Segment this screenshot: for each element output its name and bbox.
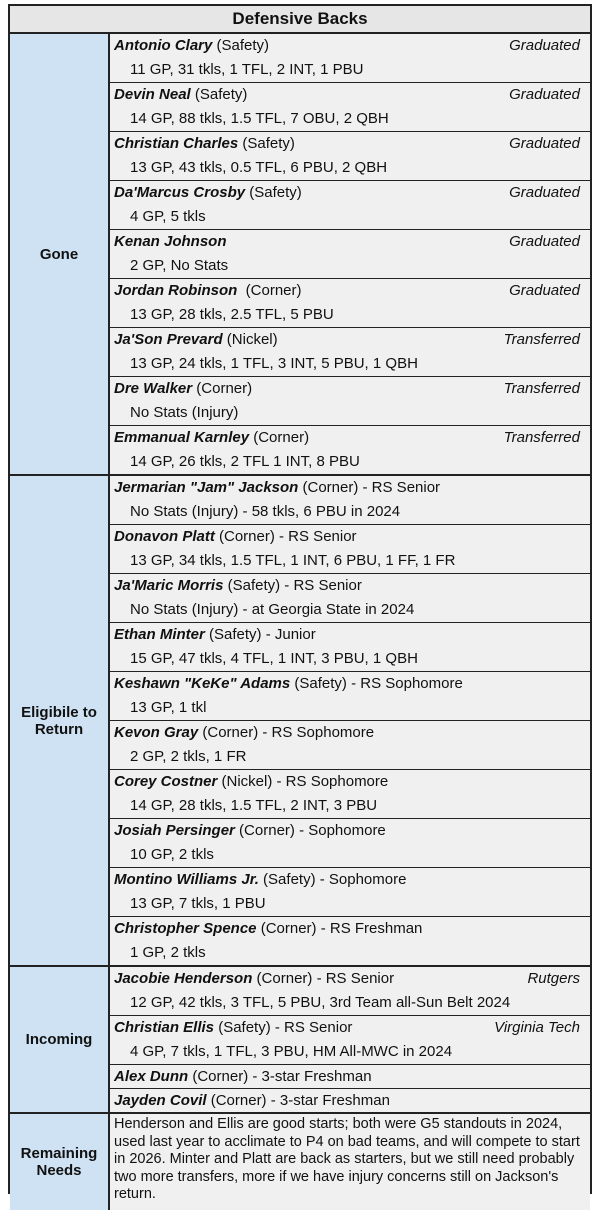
player-status: Graduated bbox=[509, 282, 580, 299]
player-name: Devin Neal bbox=[114, 86, 191, 103]
player-entry bbox=[110, 279, 590, 328]
player-name: Emmanual Karnley bbox=[114, 429, 250, 446]
player-position: (Corner) - RS Senior bbox=[214, 528, 357, 545]
player-status: Transferred bbox=[503, 429, 580, 446]
player-entry bbox=[110, 1089, 590, 1112]
remaining-needs-text: Henderson and Ellis are good starts; both were G5 standouts in 2024, used last year to acclimate to P4 on bad teams, and will compete to start in 2026. Minter and Platt are back as starters, but we still need probably two more transfers, more if we have injury concerns still on Jackson's return. bbox=[110, 1114, 590, 1210]
player-name: Christopher Spence bbox=[114, 920, 257, 937]
player-name: Donavon Platt bbox=[114, 528, 215, 545]
player-name: Kevon Gray bbox=[114, 724, 199, 741]
player-position: (Safety) - RS Sophomore bbox=[290, 675, 463, 692]
player-status: Graduated bbox=[509, 86, 580, 103]
player-name: Montino Williams Jr. bbox=[114, 871, 259, 888]
player-stats: 11 GP, 31 tkls, 1 TFL, 2 INT, 1 PBU bbox=[130, 61, 364, 78]
player-name: Ja'Son Prevard bbox=[114, 331, 223, 348]
player-status: Rutgers bbox=[527, 970, 580, 987]
player-position: (Safety) bbox=[190, 86, 248, 103]
player-entry bbox=[110, 967, 590, 1016]
player-stats: 13 GP, 24 tkls, 1 TFL, 3 INT, 5 PBU, 1 QBH bbox=[130, 355, 418, 372]
player-entry bbox=[110, 1065, 590, 1089]
player-name: Ja'Maric Morris bbox=[114, 577, 224, 594]
player-stats: 12 GP, 42 tkls, 3 TFL, 5 PBU, 3rd Team all-Sun Belt 2024 bbox=[130, 994, 511, 1011]
player-name: Antonio Clary bbox=[114, 37, 213, 54]
player-stats: 4 GP, 7 tkls, 1 TFL, 3 PBU, HM All-MWC in 2024 bbox=[130, 1043, 453, 1060]
player-status: Virginia Tech bbox=[494, 1019, 580, 1036]
player-entry bbox=[110, 83, 590, 132]
player-position: (Safety) - Sophomore bbox=[258, 871, 407, 888]
player-name: Jayden Covil bbox=[114, 1092, 207, 1109]
player-entry bbox=[110, 230, 590, 279]
player-stats: 13 GP, 28 tkls, 2.5 TFL, 5 PBU bbox=[130, 306, 334, 323]
player-name: Jermarian "Jam" Jackson bbox=[114, 479, 299, 496]
player-stats: 13 GP, 43 tkls, 0.5 TFL, 6 PBU, 2 QBH bbox=[130, 159, 388, 176]
player-entry bbox=[110, 721, 590, 770]
player-position: (Corner) bbox=[237, 282, 302, 299]
player-position: (Safety) bbox=[212, 37, 270, 54]
player-stats: No Stats (Injury) bbox=[130, 404, 239, 421]
player-name: Ethan Minter bbox=[114, 626, 205, 643]
player-entry bbox=[110, 917, 590, 965]
player-entry bbox=[110, 623, 590, 672]
player-position: (Corner) - RS Senior bbox=[252, 970, 395, 987]
player-name: Jacobie Henderson bbox=[114, 970, 253, 987]
section-incoming bbox=[10, 967, 590, 1114]
player-position: (Corner) - 3-star Freshman bbox=[188, 1068, 372, 1085]
depth-chart-table bbox=[8, 4, 592, 1202]
player-entry bbox=[110, 672, 590, 721]
player-name: Jordan Robinson bbox=[114, 282, 238, 299]
player-entry bbox=[110, 476, 590, 525]
player-position: (Nickel) - RS Sophomore bbox=[217, 773, 389, 790]
player-status: Transferred bbox=[503, 380, 580, 397]
player-stats: 14 GP, 26 tkls, 2 TFL 1 INT, 8 PBU bbox=[130, 453, 360, 470]
player-rows bbox=[110, 34, 590, 474]
player-stats: 10 GP, 2 tkls bbox=[130, 846, 214, 863]
player-status: Graduated bbox=[509, 135, 580, 152]
player-name: Kenan Johnson bbox=[114, 233, 227, 250]
player-status: Transferred bbox=[503, 331, 580, 348]
category-label-needs: Remaining Needs bbox=[10, 1114, 110, 1210]
player-stats: 1 GP, 2 tkls bbox=[130, 944, 206, 961]
player-position: (Safety) - RS Senior bbox=[223, 577, 362, 594]
player-position: (Corner) bbox=[192, 380, 253, 397]
player-status: Graduated bbox=[509, 184, 580, 201]
player-entry bbox=[110, 328, 590, 377]
player-position: (Safety) bbox=[245, 184, 302, 201]
player-entry bbox=[110, 770, 590, 819]
category-label-incoming: Incoming bbox=[10, 967, 110, 1112]
player-position: (Safety) - Junior bbox=[204, 626, 316, 643]
table-title: Defensive Backs bbox=[10, 6, 590, 34]
player-position: (Corner) - RS Senior bbox=[298, 479, 441, 496]
player-stats: 2 GP, 2 tkls, 1 FR bbox=[130, 748, 247, 765]
player-position: (Safety) - RS Senior bbox=[214, 1019, 353, 1036]
player-name: Josiah Persinger bbox=[114, 822, 235, 839]
player-entry bbox=[110, 132, 590, 181]
player-position: (Corner) - 3-star Freshman bbox=[206, 1092, 390, 1109]
player-entry bbox=[110, 377, 590, 426]
player-position: (Corner) - Sophomore bbox=[234, 822, 386, 839]
player-name: Keshawn "KeKe" Adams bbox=[114, 675, 291, 692]
player-stats: 14 GP, 28 tkls, 1.5 TFL, 2 INT, 3 PBU bbox=[130, 797, 378, 814]
player-name: Corey Costner bbox=[114, 773, 218, 790]
player-stats: 2 GP, No Stats bbox=[130, 257, 229, 274]
player-stats: 13 GP, 34 tkls, 1.5 TFL, 1 INT, 6 PBU, 1 FF, 1 FR bbox=[130, 552, 456, 569]
player-name: Da'Marcus Crosby bbox=[114, 184, 246, 201]
player-status: Graduated bbox=[509, 37, 580, 54]
player-position: (Safety) bbox=[238, 135, 295, 152]
player-stats: No Stats (Injury) - at Georgia State in 2024 bbox=[130, 601, 415, 618]
player-position: (Nickel) bbox=[222, 331, 278, 348]
player-stats: 13 GP, 1 tkl bbox=[130, 699, 207, 716]
player-position: (Corner) - RS Sophomore bbox=[198, 724, 375, 741]
player-stats: 13 GP, 7 tkls, 1 PBU bbox=[130, 895, 266, 912]
section-needs bbox=[10, 1114, 590, 1210]
player-position: (Corner) - RS Freshman bbox=[256, 920, 423, 937]
player-entry bbox=[110, 1016, 590, 1065]
player-entry bbox=[110, 426, 590, 474]
player-stats: 15 GP, 47 tkls, 4 TFL, 1 INT, 3 PBU, 1 QBH bbox=[130, 650, 418, 667]
player-position: (Corner) bbox=[249, 429, 310, 446]
player-name: Alex Dunn bbox=[114, 1068, 189, 1085]
player-entry bbox=[110, 525, 590, 574]
section-eligible bbox=[10, 476, 590, 967]
player-name: Christian Ellis bbox=[114, 1019, 215, 1036]
player-status: Graduated bbox=[509, 233, 580, 250]
player-stats: 14 GP, 88 tkls, 1.5 TFL, 7 OBU, 2 QBH bbox=[130, 110, 389, 127]
player-name: Dre Walker bbox=[114, 380, 193, 397]
player-entry bbox=[110, 868, 590, 917]
player-rows bbox=[110, 476, 590, 965]
category-label-gone: Gone bbox=[10, 34, 110, 474]
player-rows bbox=[110, 967, 590, 1112]
player-entry bbox=[110, 574, 590, 623]
player-entry bbox=[110, 34, 590, 83]
section-gone bbox=[10, 34, 590, 476]
player-entry bbox=[110, 181, 590, 230]
player-entry bbox=[110, 819, 590, 868]
player-stats: No Stats (Injury) - 58 tkls, 6 PBU in 2024 bbox=[130, 503, 401, 520]
category-label-eligible: Eligibile to Return bbox=[10, 476, 110, 965]
player-stats: 4 GP, 5 tkls bbox=[130, 208, 206, 225]
player-name: Christian Charles bbox=[114, 135, 239, 152]
